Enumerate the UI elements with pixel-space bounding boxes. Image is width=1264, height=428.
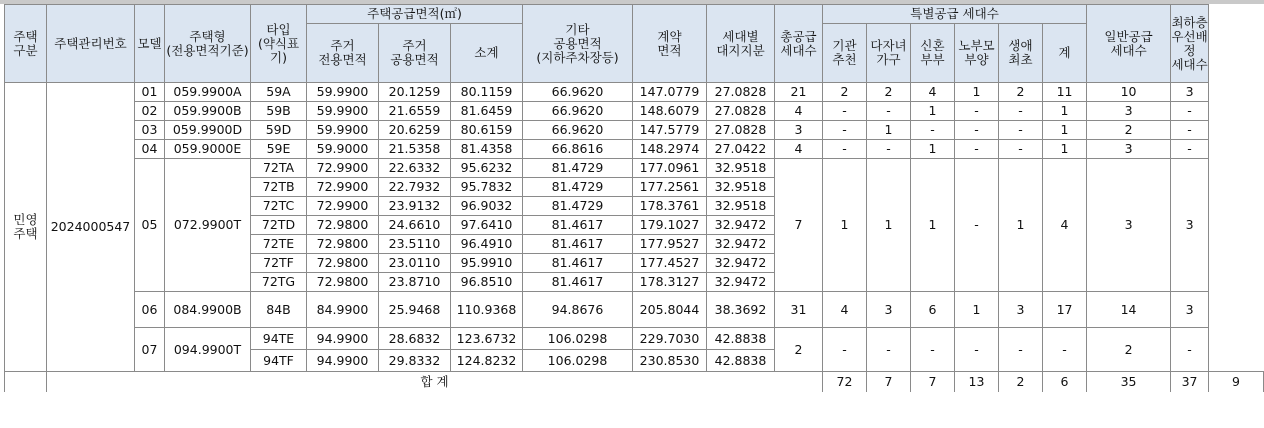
contract-area-cell: 177.2561	[633, 178, 707, 197]
type-cell: 72TC	[251, 197, 307, 216]
shared-area-cell: 23.0110	[379, 254, 451, 273]
model-cell: 07	[135, 328, 165, 372]
multi-cell: 2	[867, 83, 911, 102]
newly-cell: 1	[911, 102, 955, 121]
lowest-cell: -	[1171, 328, 1209, 372]
type-cell: 72TD	[251, 216, 307, 235]
header-type: 타입 (약식표기)	[251, 5, 307, 83]
subtotal-cell: 110.9368	[451, 292, 523, 328]
general-cell: 10	[1087, 83, 1171, 102]
inst-cell: 1	[823, 159, 867, 292]
inst-cell: 4	[823, 292, 867, 328]
sp-total-cell: -	[1043, 328, 1087, 372]
multi-cell: -	[867, 102, 911, 121]
subtotal-cell: 96.4910	[451, 235, 523, 254]
shared-area-cell: 21.6559	[379, 102, 451, 121]
other-shared-cell: 81.4617	[523, 254, 633, 273]
other-shared-cell: 81.4729	[523, 178, 633, 197]
header-multichild: 다자녀 가구	[867, 24, 911, 83]
land-share-cell: 42.8838	[707, 328, 775, 350]
shared-area-cell: 23.5110	[379, 235, 451, 254]
subtotal-cell: 80.1159	[451, 83, 523, 102]
header-total-supply: 총공급 세대수	[775, 5, 823, 83]
newly-cell: 6	[911, 292, 955, 328]
subtotal-cell: 96.8510	[451, 273, 523, 292]
exclusive-area-cell: 59.9900	[307, 83, 379, 102]
elder-cell: -	[955, 328, 999, 372]
other-shared-cell: 81.4729	[523, 197, 633, 216]
header-exclusive-area: 주거 전용면적	[307, 24, 379, 83]
table-row	[5, 159, 1264, 178]
land-share-cell: 32.9518	[707, 178, 775, 197]
total-cell: 3	[775, 121, 823, 140]
lowest-cell: -	[1171, 140, 1209, 159]
exclusive-area-cell: 72.9900	[307, 159, 379, 178]
shared-area-cell: 24.6610	[379, 216, 451, 235]
contract-area-cell: 178.3761	[633, 197, 707, 216]
summary-total-cell: 72	[823, 372, 867, 393]
header-general-supply: 일반공급 세대수	[1087, 5, 1171, 83]
type-cell: 72TE	[251, 235, 307, 254]
header-elderly: 노부모 부양	[955, 24, 999, 83]
land-share-cell: 32.9518	[707, 197, 775, 216]
first-cell: -	[999, 121, 1043, 140]
table-row	[5, 121, 1264, 140]
subtotal-cell: 81.6459	[451, 102, 523, 121]
elder-cell: 1	[955, 292, 999, 328]
subtotal-cell: 95.9910	[451, 254, 523, 273]
contract-area-cell: 179.1027	[633, 216, 707, 235]
inst-cell: -	[823, 121, 867, 140]
type-cell: 94TE	[251, 328, 307, 350]
other-shared-cell: 106.0298	[523, 350, 633, 372]
subtotal-cell: 97.6410	[451, 216, 523, 235]
shared-area-cell: 22.7932	[379, 178, 451, 197]
newly-cell: 1	[911, 140, 955, 159]
exclusive-area-cell: 94.9900	[307, 328, 379, 350]
subtotal-cell: 96.9032	[451, 197, 523, 216]
house-size-cell: 059.9900B	[165, 102, 251, 121]
lowest-cell: -	[1171, 121, 1209, 140]
sp-total-cell: 1	[1043, 140, 1087, 159]
general-cell: 3	[1087, 140, 1171, 159]
exclusive-area-cell: 72.9800	[307, 235, 379, 254]
type-cell: 84B	[251, 292, 307, 328]
header-newlywed: 신혼 부부	[911, 24, 955, 83]
shared-area-cell: 28.6832	[379, 328, 451, 350]
header-special-supply-group: 특별공급 세대수	[823, 5, 1087, 24]
first-cell: -	[999, 328, 1043, 372]
shared-area-cell: 23.8710	[379, 273, 451, 292]
first-cell: -	[999, 102, 1043, 121]
contract-area-cell: 147.5779	[633, 121, 707, 140]
land-share-cell: 32.9472	[707, 235, 775, 254]
header-mgmt-no: 주택관리번호	[47, 5, 135, 83]
table-row	[5, 292, 1264, 328]
lowest-cell: 3	[1171, 83, 1209, 102]
total-cell: 4	[775, 140, 823, 159]
contract-area-cell: 177.0961	[633, 159, 707, 178]
total-cell: 2	[775, 328, 823, 372]
subtotal-cell: 95.6232	[451, 159, 523, 178]
type-cell: 72TG	[251, 273, 307, 292]
summary-blank-cell	[5, 372, 47, 393]
shared-area-cell: 23.9132	[379, 197, 451, 216]
shared-area-cell: 20.1259	[379, 83, 451, 102]
land-share-cell: 27.0828	[707, 121, 775, 140]
summary-multi-cell: 7	[911, 372, 955, 393]
subtotal-cell: 95.7832	[451, 178, 523, 197]
sp-total-cell: 11	[1043, 83, 1087, 102]
multi-cell: -	[867, 328, 911, 372]
sp-total-cell: 17	[1043, 292, 1087, 328]
house-size-cell: 084.9900B	[165, 292, 251, 328]
header-house-size: 주택형 (전용면적기준)	[165, 5, 251, 83]
summary-row	[5, 372, 1264, 393]
type-cell: 59E	[251, 140, 307, 159]
model-cell: 03	[135, 121, 165, 140]
shared-area-cell: 25.9468	[379, 292, 451, 328]
summary-first-cell: 6	[1043, 372, 1087, 393]
summary-general-cell: 37	[1171, 372, 1209, 393]
elder-cell: -	[955, 140, 999, 159]
contract-area-cell: 177.9527	[633, 235, 707, 254]
header-subtotal: 소계	[451, 24, 523, 83]
exclusive-area-cell: 72.9800	[307, 254, 379, 273]
type-cell: 72TA	[251, 159, 307, 178]
land-share-cell: 38.3692	[707, 292, 775, 328]
contract-area-cell: 148.2974	[633, 140, 707, 159]
lowest-cell: 3	[1171, 292, 1209, 328]
newly-cell: -	[911, 328, 955, 372]
header-special-total: 계	[1043, 24, 1087, 83]
other-shared-cell: 66.9620	[523, 83, 633, 102]
elder-cell: 1	[955, 83, 999, 102]
header-land-share: 세대별 대지지분	[707, 5, 775, 83]
table-row	[5, 83, 1264, 102]
other-shared-cell: 66.8616	[523, 140, 633, 159]
subtotal-cell: 123.6732	[451, 328, 523, 350]
house-size-cell: 094.9900T	[165, 328, 251, 372]
header-shared-area: 주거 공용면적	[379, 24, 451, 83]
summary-label: 합 계	[47, 372, 823, 393]
multi-cell: 1	[867, 159, 911, 292]
header-housing-type: 주택 구분	[5, 5, 47, 83]
subtotal-cell: 124.8232	[451, 350, 523, 372]
total-cell: 7	[775, 159, 823, 292]
general-cell: 3	[1087, 159, 1171, 292]
subtotal-cell: 81.4358	[451, 140, 523, 159]
lowest-cell: 3	[1171, 159, 1209, 292]
model-cell: 06	[135, 292, 165, 328]
summary-newly-cell: 13	[955, 372, 999, 393]
total-cell: 31	[775, 292, 823, 328]
multi-cell: 3	[867, 292, 911, 328]
type-cell: 59A	[251, 83, 307, 102]
contract-area-cell: 148.6079	[633, 102, 707, 121]
shared-area-cell: 21.5358	[379, 140, 451, 159]
type-cell: 72TF	[251, 254, 307, 273]
exclusive-area-cell: 94.9900	[307, 350, 379, 372]
total-cell: 4	[775, 102, 823, 121]
table-row	[5, 140, 1264, 159]
header-supply-area-group: 주택공급면적(㎡)	[307, 5, 523, 24]
house-size-cell: 059.9000E	[165, 140, 251, 159]
exclusive-area-cell: 59.9000	[307, 140, 379, 159]
other-shared-cell: 66.9620	[523, 121, 633, 140]
other-shared-cell: 81.4617	[523, 216, 633, 235]
other-shared-cell: 81.4617	[523, 273, 633, 292]
exclusive-area-cell: 59.9900	[307, 102, 379, 121]
type-cell: 59D	[251, 121, 307, 140]
first-cell: 1	[999, 159, 1043, 292]
first-cell: -	[999, 140, 1043, 159]
multi-cell: 1	[867, 121, 911, 140]
table-row	[5, 102, 1264, 121]
exclusive-area-cell: 72.9800	[307, 273, 379, 292]
exclusive-area-cell: 72.9900	[307, 197, 379, 216]
subtotal-cell: 80.6159	[451, 121, 523, 140]
type-cell: 94TF	[251, 350, 307, 372]
exclusive-area-cell: 84.9900	[307, 292, 379, 328]
general-cell: 2	[1087, 121, 1171, 140]
sp-total-cell: 4	[1043, 159, 1087, 292]
shared-area-cell: 29.8332	[379, 350, 451, 372]
exclusive-area-cell: 72.9800	[307, 216, 379, 235]
contract-area-cell: 205.8044	[633, 292, 707, 328]
other-shared-cell: 81.4617	[523, 235, 633, 254]
sp-total-cell: 1	[1043, 102, 1087, 121]
model-cell: 02	[135, 102, 165, 121]
other-shared-cell: 66.9620	[523, 102, 633, 121]
supply-table	[4, 4, 1264, 392]
exclusive-area-cell: 72.9900	[307, 178, 379, 197]
housing-type-cell: 민영 주택	[5, 83, 47, 372]
other-shared-cell: 94.8676	[523, 292, 633, 328]
newly-cell: 4	[911, 83, 955, 102]
land-share-cell: 27.0828	[707, 102, 775, 121]
land-share-cell: 32.9518	[707, 159, 775, 178]
summary-sp-total-cell: 35	[1087, 372, 1171, 393]
lowest-cell: -	[1171, 102, 1209, 121]
multi-cell: -	[867, 140, 911, 159]
first-cell: 3	[999, 292, 1043, 328]
land-share-cell: 32.9472	[707, 273, 775, 292]
contract-area-cell: 177.4527	[633, 254, 707, 273]
other-shared-cell: 81.4729	[523, 159, 633, 178]
header-lowest-floor: 최하층 우선배정 세대수	[1171, 5, 1209, 83]
shared-area-cell: 22.6332	[379, 159, 451, 178]
house-size-cell: 059.9900A	[165, 83, 251, 102]
summary-elder-cell: 2	[999, 372, 1043, 393]
contract-area-cell: 147.0779	[633, 83, 707, 102]
land-share-cell: 32.9472	[707, 216, 775, 235]
header-other-shared: 기타 공용면적 (지하주차장등)	[523, 5, 633, 83]
header-model: 모델	[135, 5, 165, 83]
general-cell: 3	[1087, 102, 1171, 121]
table-body	[5, 83, 1264, 393]
newly-cell: 1	[911, 159, 955, 292]
other-shared-cell: 106.0298	[523, 328, 633, 350]
contract-area-cell: 229.7030	[633, 328, 707, 350]
contract-area-cell: 230.8530	[633, 350, 707, 372]
inst-cell: -	[823, 102, 867, 121]
table-row	[5, 328, 1264, 350]
inst-cell: -	[823, 140, 867, 159]
model-cell: 05	[135, 159, 165, 292]
header-firsttime: 생애 최초	[999, 24, 1043, 83]
header-institution: 기관 추천	[823, 24, 867, 83]
land-share-cell: 32.9472	[707, 254, 775, 273]
house-size-cell: 072.9900T	[165, 159, 251, 292]
summary-lowest-cell: 9	[1209, 372, 1264, 393]
newly-cell: -	[911, 121, 955, 140]
type-cell: 59B	[251, 102, 307, 121]
general-cell: 2	[1087, 328, 1171, 372]
total-cell: 21	[775, 83, 823, 102]
elder-cell: -	[955, 102, 999, 121]
model-cell: 04	[135, 140, 165, 159]
contract-area-cell: 178.3127	[633, 273, 707, 292]
summary-inst-cell: 7	[867, 372, 911, 393]
elder-cell: -	[955, 121, 999, 140]
land-share-cell: 27.0828	[707, 83, 775, 102]
header-contract-area: 계약 면적	[633, 5, 707, 83]
land-share-cell: 27.0422	[707, 140, 775, 159]
inst-cell: 2	[823, 83, 867, 102]
model-cell: 01	[135, 83, 165, 102]
general-cell: 14	[1087, 292, 1171, 328]
shared-area-cell: 20.6259	[379, 121, 451, 140]
first-cell: 2	[999, 83, 1043, 102]
house-size-cell: 059.9900D	[165, 121, 251, 140]
elder-cell: -	[955, 159, 999, 292]
sp-total-cell: 1	[1043, 121, 1087, 140]
inst-cell: -	[823, 328, 867, 372]
land-share-cell: 42.8838	[707, 350, 775, 372]
mgmt-no-cell: 2024000547	[47, 83, 135, 372]
type-cell: 72TB	[251, 178, 307, 197]
exclusive-area-cell: 59.9900	[307, 121, 379, 140]
